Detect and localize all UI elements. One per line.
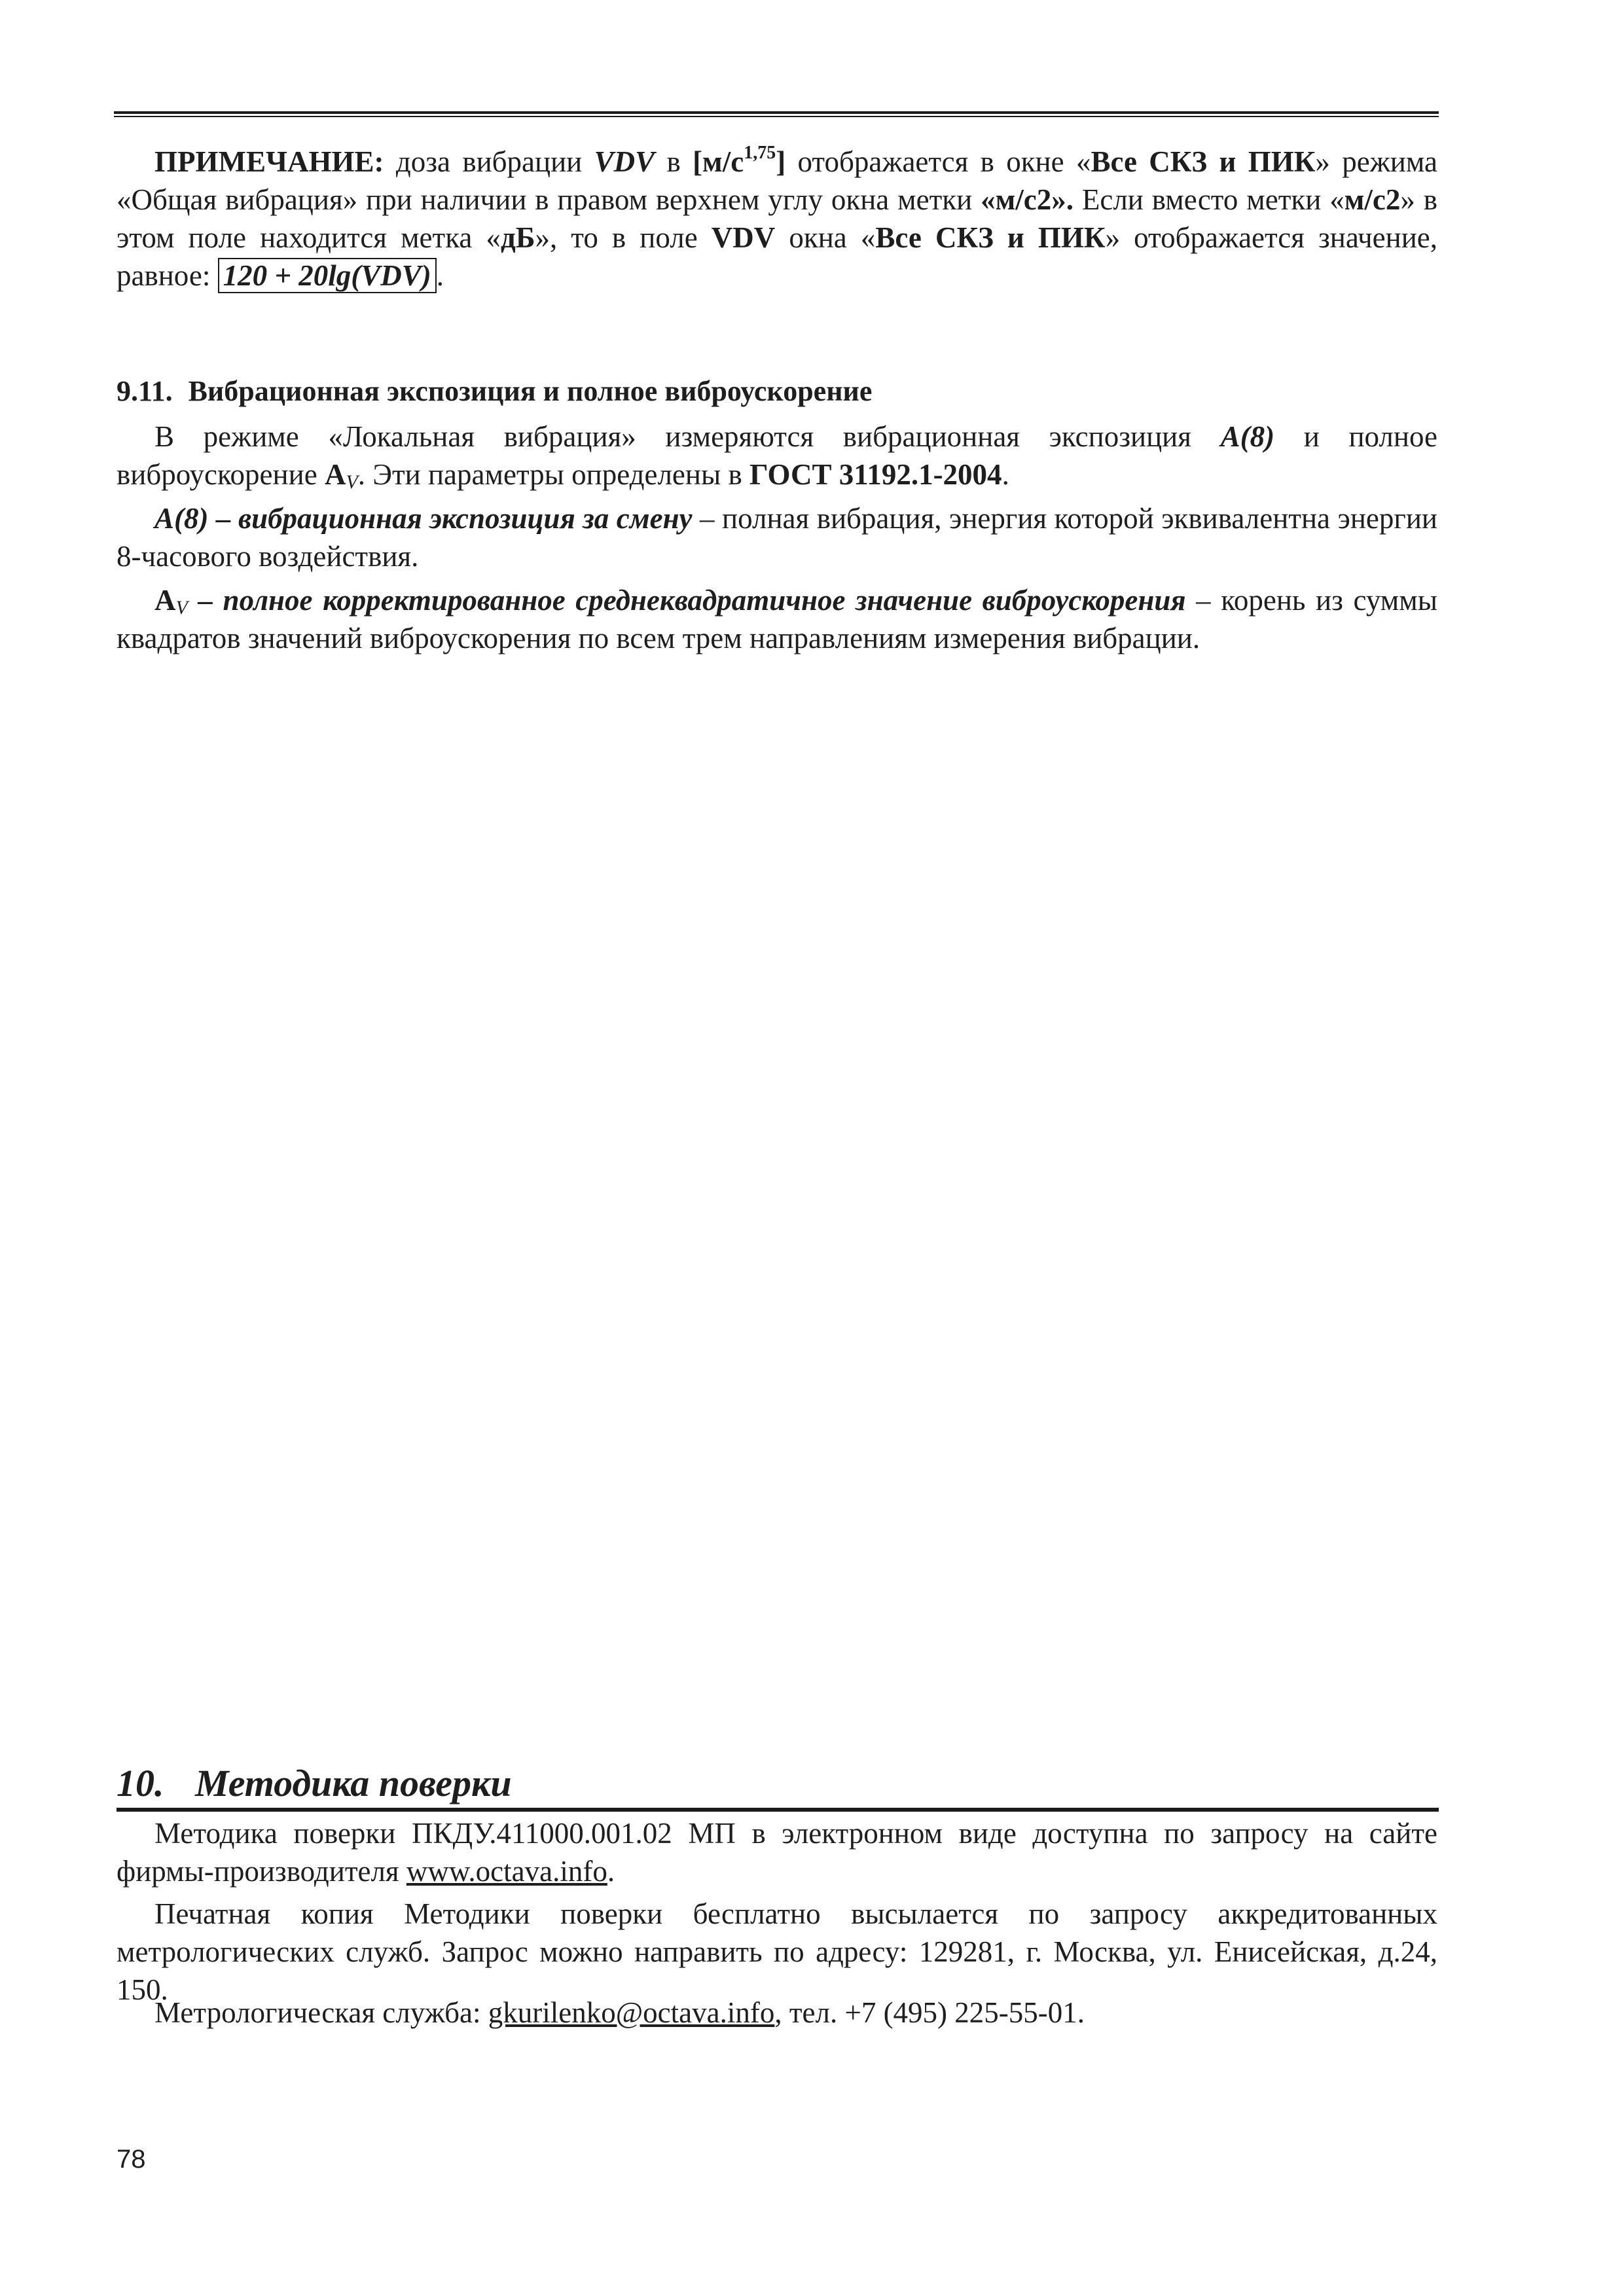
av-subscript: V [175, 597, 188, 619]
window-name-2: Все СКЗ и ПИК [875, 221, 1106, 254]
note-text: » режима «Общая вибрация» при наличии в правом верхнем углу окна метки [117, 145, 1438, 216]
paragraph-text: . Эти параметры определены в [357, 458, 749, 491]
section-paragraph-3 [117, 581, 1437, 657]
vdv-field: VDV [711, 221, 776, 254]
paragraph-text: и полное виброускорение [117, 420, 1437, 491]
paragraph-text: – корень из суммы квадратов значений виброускорения по всем трем направлениям измерения вибрации. [117, 584, 1437, 655]
note-text: в [655, 145, 693, 178]
website-link[interactable]: www.octava.info [406, 1855, 607, 1888]
note-text: » отображается значение, равное: [117, 221, 1438, 292]
window-name: Все СКЗ и ПИК [1091, 145, 1316, 178]
unit-power: 1,75 [744, 143, 776, 163]
section-heading-9-11 [117, 372, 872, 411]
note-text: окна « [775, 221, 876, 254]
section-paragraph-2 [117, 499, 1437, 575]
mark-db: дБ [500, 221, 535, 254]
av-subscript: V [346, 471, 358, 493]
note-paragraph [117, 143, 1437, 295]
chapter-title: Методика поверки [195, 1762, 512, 1804]
section-paragraph-1 [117, 418, 1437, 493]
chapter-heading-10 [117, 1761, 1439, 1812]
av-symbol: A [324, 458, 346, 491]
note-text: . [436, 259, 444, 292]
paragraph-text: – полная вибрация, энергия которой эквивалентна энергии 8-часового воздействия. [117, 502, 1437, 573]
note-text: Если вместо метки « [1074, 183, 1344, 216]
av-symbol: A [154, 584, 176, 617]
page-number: 78 [117, 2145, 146, 2174]
note-text: » в этом поле находится метка « [117, 183, 1438, 254]
header-rule [114, 111, 1439, 117]
paragraph-text: В режиме «Локальная вибрация» измеряются вибрационная экспозиция [154, 420, 1221, 453]
vdv-term: VDV [594, 145, 655, 178]
gost-reference: ГОСТ 31192.1-2004 [749, 458, 1002, 491]
chapter-paragraph-3 [117, 1994, 1437, 2032]
section-number: 9.11. [117, 375, 173, 407]
paragraph-text: . [607, 1855, 615, 1888]
note-text: доза вибрации [384, 145, 594, 178]
a8-term: A(8) [1220, 420, 1275, 453]
paragraph-text: Методика поверки ПКДУ.411000.001.02 МП в электронном виде доступна по запросу на сайте фирмы-производителя [117, 1817, 1437, 1888]
mark-ms2-plain: м/с2 [1344, 183, 1401, 216]
formula-box: 120 + 20lg(VDV) [218, 258, 437, 293]
paragraph-text: . [1001, 458, 1009, 491]
paragraph-text: Метрологическая служба: [154, 1996, 488, 2029]
unit-close: ] [776, 145, 786, 178]
chapter-number: 10. [117, 1762, 164, 1804]
mark-ms2: «м/с2». [981, 183, 1074, 216]
note-text: », то в поле [535, 221, 712, 254]
av-definition-term: – полное корректированное среднеквадратичное значение виброускорения [187, 584, 1186, 617]
a8-definition-term: A(8) – вибрационная экспозиция за смену [154, 502, 693, 535]
chapter-paragraph-1 [117, 1814, 1437, 1890]
note-label: ПРИМЕЧАНИЕ: [154, 145, 384, 178]
unit-open: [м/с [693, 145, 744, 178]
paragraph-text: , тел. +7 (495) 225-55-01. [774, 1996, 1085, 2029]
email-link[interactable]: gkurilenko@octava.info [488, 1996, 775, 2029]
note-text: отображается в окне « [785, 145, 1091, 178]
section-title: Вибрационная экспозиция и полное виброускорение [188, 375, 873, 407]
chapter-paragraph-2: Печатная копия Методики поверки бесплатно высылается по запросу аккредитованных метрологических служб. Запрос можно направить по адресу: 129281, г. Москва, ул. Енисейская, д.24, 150. [117, 1897, 1437, 2006]
